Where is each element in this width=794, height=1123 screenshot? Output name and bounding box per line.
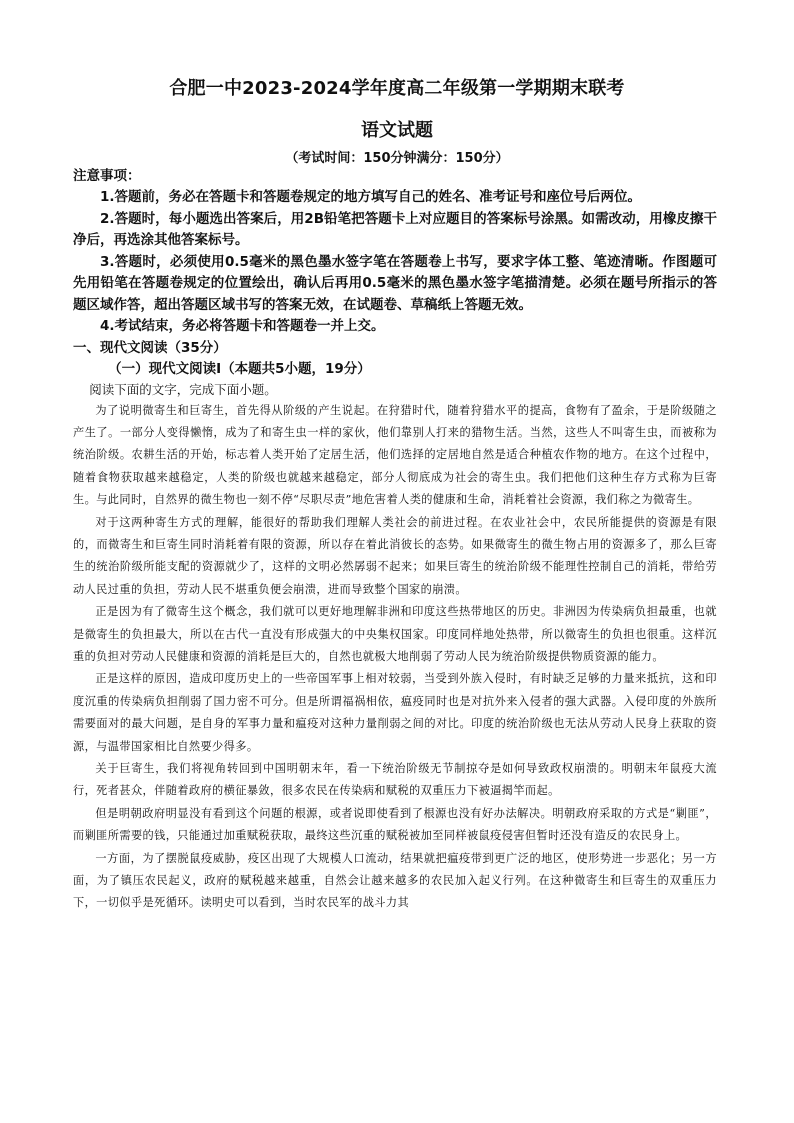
section-sub-heading: （一）现代文阅读Ⅰ（本题共5小题，19分） (108, 360, 371, 377)
notice-item: 2.答题时，每小题选出答案后，用2B铅笔把答题卡上对应题目的答案标号涂黑。如需改动，用橡皮擦干净后，再选涂其他答案标号。 (73, 210, 717, 248)
notice-heading: 注意事项： (73, 168, 141, 184)
section-heading: 一、现代文阅读（35分） (73, 339, 227, 356)
passage-paragraph: 对于这两种寄生方式的理解，能很好的帮助我们理解人类社会的前进过程。在农业社会中，农民所能提供的资源是有限的，而微寄生和巨寄生同时消耗着有限的资源，所以存在着此消彼长的态势。如果微寄生的微生物占用的资源多了，那么巨寄生的统治阶级所能支配的资源就少了，这样的文明必然孱弱不起来；如果巨寄生的统治阶级不能理性控制自己的消耗，带给劳动人民过重的负担，劳动人民不堪重负便会崩溃，进而导致整个国家的崩溃。 (73, 515, 717, 596)
notice-item: 3.答题时，必须使用0.5毫米的黑色墨水签字笔在答题卷上书写，要求字体工整、笔迹清晰。作图题可先用铅笔在答题卷规定的位置绘出，确认后再用0.5毫米的黑色墨水签字笔描清楚。必须在题号所指示的答题区域作答，超出答题区域书写的答案无效，在试题卷、草稿纸上答题无效。 (73, 253, 717, 313)
passage-paragraph: 一方面，为了摆脱鼠疫威胁，疫区出现了大规模人口流动，结果就把瘟疫带到更广泛的地区，使形势进一步恶化；另一方面，为了镇压农民起义，政府的赋税越来越重，自然会让越来越多的农民加入起义行列。在这种微寄生和巨寄生的双重压力下，一切似乎是死循环。读明史可以看到，当时农民军的战斗力其 (73, 851, 717, 910)
notice-item: 4.考试结束，务必将答题卡和答题卷一并上交。 (100, 318, 385, 334)
passage-paragraph: 但是明朝政府明显没有看到这个问题的根源，或者说即使看到了根源也没有好办法解决。明朝政府采取的方式是“剿匪”，而剿匪所需要的钱，只能通过加重赋税获取，最终这些沉重的赋税被加至同样被鼠疫侵害但暂时还没有造反的农民身上。 (73, 806, 717, 843)
passage-paragraph: 正是因为有了微寄生这个概念，我们就可以更好地理解非洲和印度这些热带地区的历史。非洲因为传染病负担最重，也就是微寄生的负担最大，所以在古代一直没有形成强大的中央集权国家。印度同样地处热带，所以微寄生的负担也很重。这样沉重的负担对劳动人民健康和资源的消耗是巨大的，自然也就极大地削弱了劳动人民为统治阶级提供物质资源的能力。 (73, 605, 717, 663)
passage-paragraph: 为了说明微寄生和巨寄生，首先得从阶级的产生说起。在狩猎时代，随着狩猎水平的提高，食物有了盈余，于是阶级随之产生了。一部分人变得懒惰，成为了和寄生虫一样的家伙，他们靠别人打来的猎物生活。当然，这些人不叫寄生虫，而被称为统治阶级。农耕生活的开始，标志着人类开始了定居生活，他们选择的定居地自然是适合种植农作物的地方。在这个过程中，随着食物获取越来越稳定，人类的阶级也就越来越稳定，部分人彻底成为社会的寄生虫。我们把他们这种生存方式称为巨寄生。与此同时，自然界的微生物也一刻不停“尽职尽责”地危害着人类的健康和生命，消耗着社会资源，我们称之为微寄生。 (73, 403, 717, 507)
passage-paragraph: 正是这样的原因，造成印度历史上的一些帝国军事上相对较弱，当受到外族入侵时，有时缺乏足够的力量来抵抗，这和印度沉重的传染病负担削弱了国力密不可分。但是所谓福祸相依，瘟疫同时也是对抗外来入侵者的强大武器。入侵印度的外族所需要面对的最大问题，是自身的军事力量和瘟疫对这种力量削弱之间的对比。印度的统治阶级也无法从劳动人民身上获取的资源，与温带国家相比自然要少得多。 (73, 672, 717, 753)
passage-paragraph: 关于巨寄生，我们将视角转回到中国明朝末年，看一下统治阶级无节制掠夺是如何导致政权崩溃的。明朝末年鼠疫大流行，死者甚众，伴随着政府的横征暴敛，很多农民在传染病和赋税的双重压力下被逼揭竿而起。 (73, 762, 717, 798)
exam-content (73, 166, 717, 915)
exam-subtitle: 语文试题 (361, 120, 433, 141)
notice-item: 1.答题前，务必在答题卡和答题卷规定的地方填写自己的姓名、准考证号和座位号后两位。 (100, 189, 642, 205)
exam-time-note: （考试时间：150分钟满分：150分） (285, 151, 509, 166)
exam-title: 合肥一中2023-2024学年度高二年级第一学期期末联考 (169, 78, 625, 99)
reading-instruction: 阅读下面的文字，完成下面小题。 (89, 381, 277, 397)
